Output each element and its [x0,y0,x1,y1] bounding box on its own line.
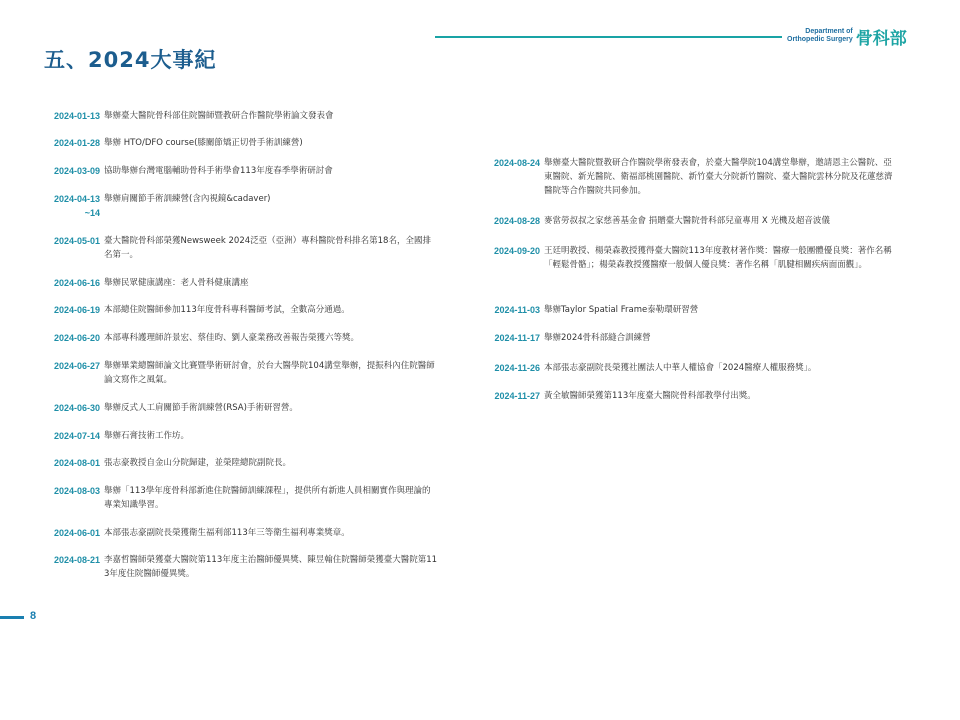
entry-text: 舉辦臺大醫院暨教研合作醫院學術發表會，於臺大醫學院104講堂舉辦，邀請恩主公醫院、亞東醫院、新光醫院、衛福部桃園醫院、新竹臺大分院新竹醫院、臺大醫院雲林分院及花蓮慈濟醫院等合作醫院共同參加。 [544,158,893,196]
timeline-entry [42,234,438,262]
entry-date: 2024-06-01 [53,528,100,538]
entry-date: 2024-06-30 [53,403,100,413]
timeline-entry [482,331,894,345]
entry-text: 協助舉辦台灣電腦輔助骨科手術學會113年度春季學術研討會 [104,166,333,176]
entry-date: 2024-11-03 [494,305,540,315]
timeline-entry [42,553,438,581]
department-english-line2: Orthopedic Surgery [787,36,853,43]
timeline-entry [42,429,438,443]
entry-text: 舉辦 HTO/DFO course(膝關節矯正切骨手術訓練營) [104,138,303,148]
timeline-entry [42,484,438,512]
entry-date: 2024-07-14 [53,431,100,441]
entry-date: 2024-01-13 [53,111,100,121]
header-divider-line [435,36,782,38]
entry-date: 2024-08-03 [53,486,100,496]
timeline-entry [482,214,894,228]
entry-text: 舉辦肩關節手術訓練營(含內視鏡&cadaver) [104,194,271,204]
entry-text: 王廷明教授、楊榮森教授獲得臺大醫院113年度教材著作獎：醫療一般團體優良獎：著作名稱「輕鬆骨骼」；楊榮森教授獲醫療一般個人優良獎：著作名稱「肌腱相關疾病面面觀」。 [544,246,892,270]
entry-text: 本部總住院醫師參加113年度骨科專科醫師考試，全數高分通過。 [104,305,350,315]
entry-text: 舉辦Taylor Spatial Frame泰勒環研習營 [544,305,699,315]
timeline-entry [42,526,438,540]
entry-date: 2024-01-28 [53,138,100,148]
timeline-entry [42,109,438,123]
department-english-line1: Department of [805,28,853,35]
timeline-entry [482,361,894,375]
timeline-entry [482,244,894,272]
footer-accent-bar [0,616,24,619]
entry-text: 本部張志豪副院長榮獲衛生福利部113年三等衛生福利專業獎章。 [104,528,350,538]
timeline-entry [42,303,438,317]
entry-text: 麥當勞叔叔之家慈善基金會 捐贈臺大醫院骨科部兒童專用 X 光機及超音波儀 [544,216,830,226]
page-title: 五、2024大事紀 [44,48,217,72]
entry-text: 張志豪教授自金山分院歸建，並榮陞總院副院長。 [104,458,292,468]
entry-text: 李嘉哲醫師榮獲臺大醫院第113年度主治醫師優異獎、陳昱翰住院醫師榮獲臺大醫院第113年度住院醫師優異獎。 [104,555,438,579]
timeline-entry [42,401,438,415]
entry-date: 2024-06-27 [53,361,100,371]
entry-text: 舉辦「113學年度骨科部新進住院醫師訓練課程」，提供所有新進人員相關實作與理論的專業知識學習。 [104,486,431,510]
entry-text: 臺大醫院骨科部榮獲Newsweek 2024泛亞（亞洲）專科醫院骨科排名第18名，全國排名第一。 [104,236,431,260]
entry-date: 2024-03-09 [53,166,100,176]
entry-date: 2024-08-01 [53,458,100,468]
timeline-entry [42,276,438,290]
department-chinese-name: 骨科部 [855,28,907,49]
timeline-entry [482,303,894,317]
entry-text: 舉辦民眾健康講座：老人骨科健康講座 [104,278,249,288]
entry-date: 2024-08-24 [493,158,540,168]
entry-date: 2024-08-28 [493,216,540,226]
timeline-entry [42,136,438,150]
timeline-entry [42,456,438,470]
department-english-name [787,28,853,44]
entry-text: 舉辦石膏技術工作坊。 [104,431,190,441]
timeline-entry [42,359,438,387]
entry-date: 2024-11-17 [494,333,540,343]
entry-date: 2024-11-27 [494,391,540,401]
entry-text: 舉辦畢業總醫師論文比賽暨學術研討會，於台大醫學院104講堂舉辦，提振科內住院醫師論文寫作之風氣。 [104,361,435,385]
entry-text: 舉辦臺大醫院骨科部住院醫師暨教研合作醫院學術論文發表會 [104,111,334,121]
entry-text: 黃全敏醫師榮獲第113年度臺大醫院骨科部教學付出獎。 [544,391,756,401]
timeline-entry [42,164,438,178]
entry-date: 2024-06-19 [53,305,100,315]
entry-text: 本部張志豪副院長榮獲社團法人中華人權協會「2024醫療人權服務獎」。 [544,363,817,373]
entry-date: 2024-11-26 [494,363,540,373]
entry-text: 舉辦反式人工肩關節手術訓練營(RSA)手術研習營。 [104,403,298,413]
timeline-entry [42,331,438,345]
timeline-entry [42,192,438,220]
entry-date: 2024-04-13 ~14 [53,194,100,218]
page-number: 8 [30,610,37,622]
entry-date: 2024-09-20 [493,246,540,256]
entry-text: 本部專科護理師許景宏、蔡佳昀、劉人豪業務改善報告榮獲六等獎。 [104,333,360,343]
entry-date: 2024-06-20 [53,333,100,343]
timeline-entry [482,389,894,403]
department-logo [787,24,907,48]
timeline-entry [482,156,894,198]
entry-date: 2024-06-16 [53,278,100,288]
entry-text: 舉辦2024骨科部縫合訓練營 [544,333,651,343]
entry-date: 2024-05-01 [53,236,100,246]
entry-date: 2024-08-21 [53,555,100,565]
